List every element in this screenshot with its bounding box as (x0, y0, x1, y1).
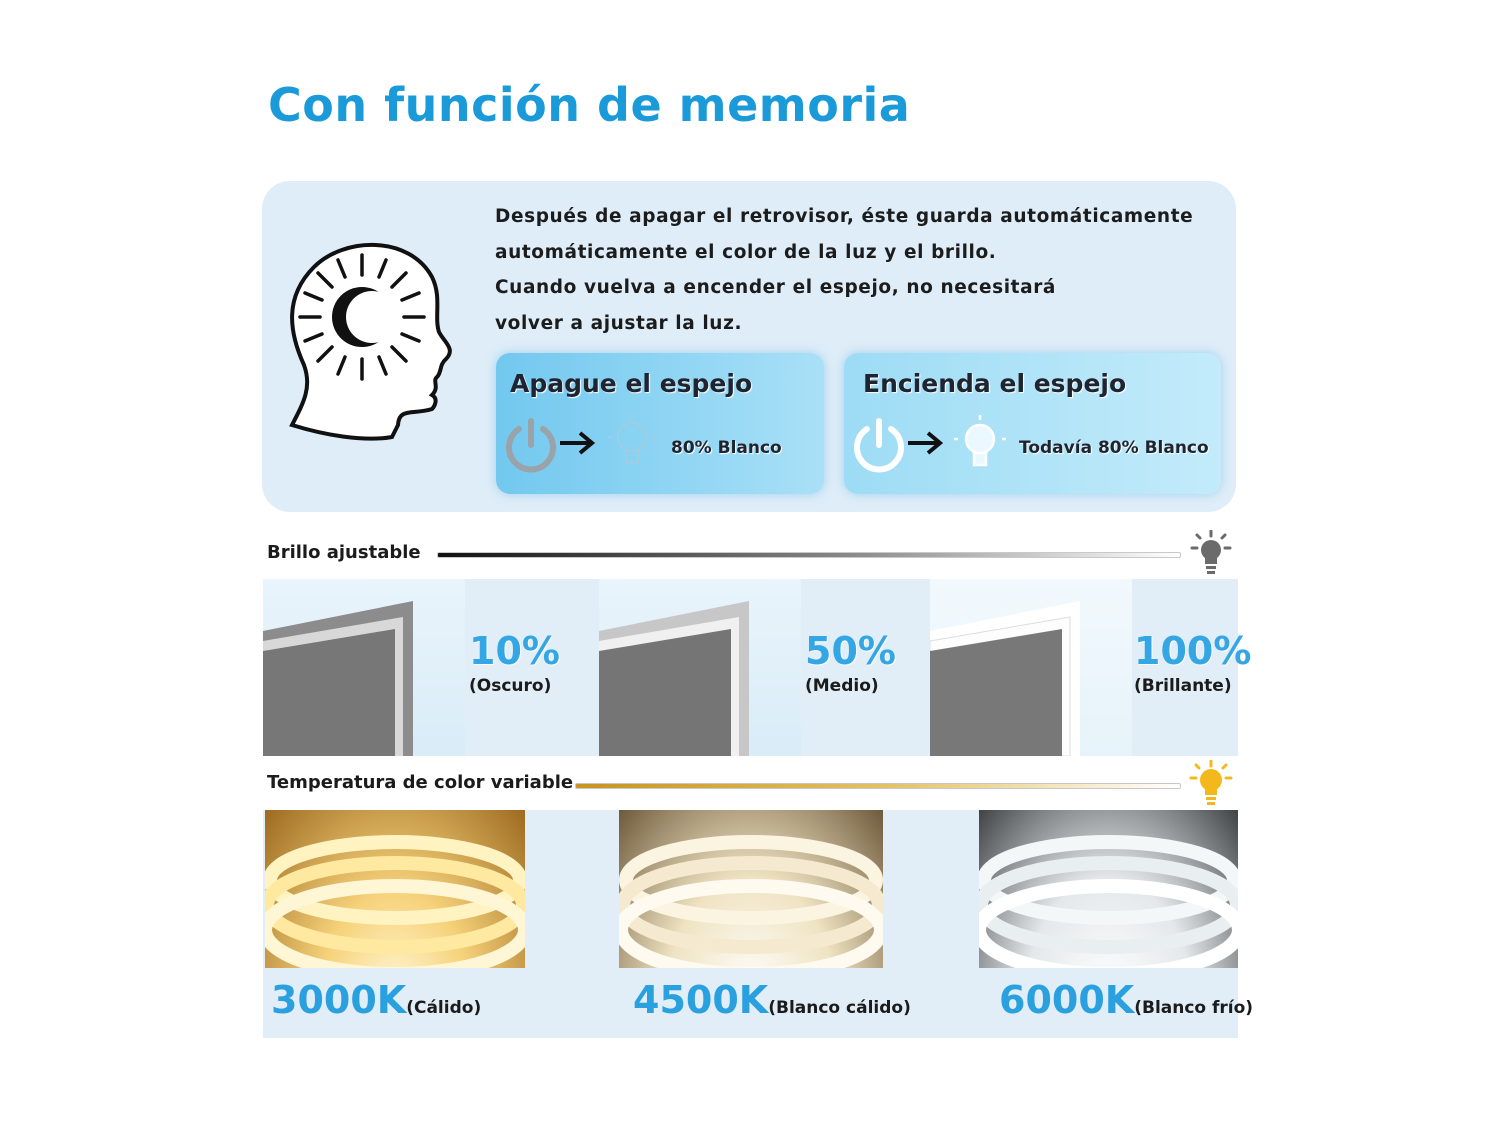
light-bulb-icon (954, 415, 1006, 465)
power-icon (509, 421, 553, 469)
brightness-level-100 (930, 579, 1252, 756)
brightness-percent: 10% (469, 629, 560, 673)
power-arrow-bulb-icons (502, 415, 662, 479)
arrow-right-icon (908, 433, 940, 453)
led-strip-image-warm (265, 810, 525, 968)
mirror-image-bright (930, 579, 1132, 756)
page-title: Con función de memoria (268, 78, 911, 132)
power-arrow-bulb-icons (850, 415, 1010, 479)
brightness-levels (263, 579, 1252, 756)
temperature-value (633, 978, 911, 1022)
color-temperature-options (263, 810, 1254, 1038)
description-line: Cuando vuelva a encender el espejo, no necesitará (495, 277, 1057, 298)
mirror-image-dark (263, 579, 465, 756)
arrow-right-icon (560, 433, 592, 453)
temperature-value (271, 978, 481, 1022)
mirror-on-value: Todavía 80% Blanco (1019, 438, 1209, 458)
brightness-label: Brillo ajustable (267, 542, 421, 563)
brightness-caption: (Brillante) (1134, 676, 1232, 696)
mirror-off-title: Apague el espejo (510, 369, 753, 398)
brightness-level-10 (263, 579, 593, 756)
memory-panel (262, 181, 1236, 512)
mirror-off-card (496, 353, 824, 494)
kelvin-value: 6000K (999, 978, 1135, 1022)
brightness-percent: 50% (805, 629, 896, 673)
power-icon (857, 421, 901, 469)
brightness-gradient-bar (437, 552, 1181, 558)
mirror-image-medium (599, 579, 801, 756)
brightness-percent: 100% (1134, 629, 1252, 673)
brightness-caption: (Oscuro) (469, 676, 552, 696)
kelvin-caption: (Cálido) (406, 998, 482, 1018)
kelvin-value: 4500K (633, 978, 769, 1022)
led-strip-image-cool-white (979, 810, 1238, 968)
description-line: Después de apagar el retrovisor, éste guarda automáticamente (495, 206, 1194, 227)
mirror-on-title: Encienda el espejo (863, 369, 1127, 398)
kelvin-caption: (Blanco cálido) (768, 998, 911, 1018)
kelvin-caption: (Blanco frío) (1134, 998, 1254, 1018)
color-temperature-label: Temperatura de color variable (267, 772, 574, 793)
temperature-value (999, 978, 1253, 1022)
description-line: automáticamente el color de la luz y el brillo. (495, 241, 997, 263)
light-bulb-yellow-icon (1188, 760, 1234, 806)
description-line: volver a ajustar la luz. (495, 312, 743, 334)
kelvin-value: 3000K (271, 978, 407, 1022)
color-temperature-gradient-bar (575, 783, 1181, 789)
brightness-caption: (Medio) (805, 676, 879, 696)
led-strip-image-warm-white (619, 810, 883, 968)
brightness-level-50 (599, 579, 929, 756)
head-sun-moon-icon (284, 237, 456, 447)
mirror-on-card (844, 353, 1221, 494)
mirror-off-value: 80% Blanco (671, 438, 782, 458)
memory-description (495, 199, 1215, 341)
light-bulb-grey-icon (1188, 530, 1234, 576)
light-bulb-icon (608, 415, 656, 463)
